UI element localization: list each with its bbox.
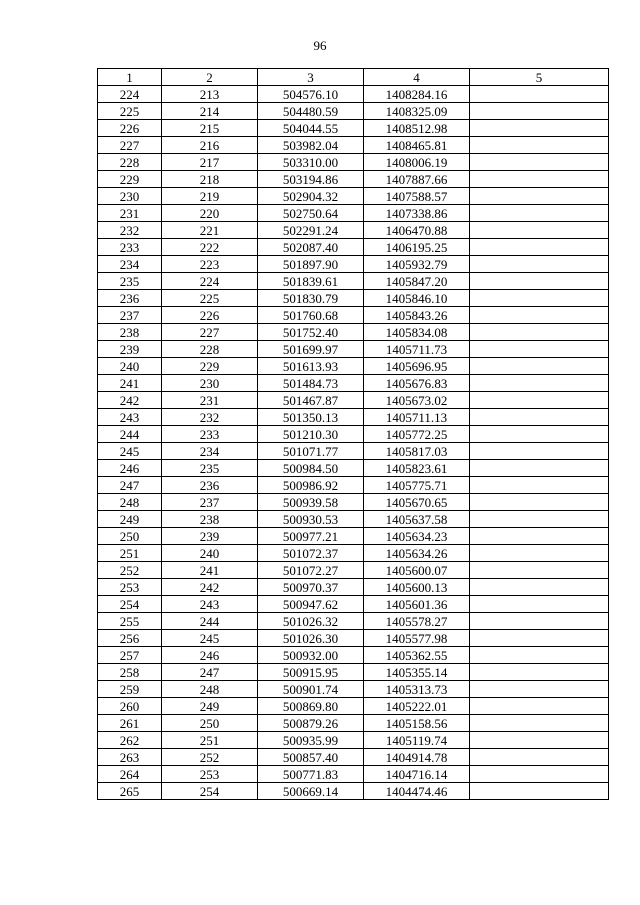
- table-cell: 232: [98, 222, 162, 239]
- table-cell: 235: [98, 273, 162, 290]
- table-row: [98, 205, 609, 222]
- table-cell: 1405634.26: [364, 545, 470, 562]
- table-cell: [470, 511, 609, 528]
- table-cell: 501613.93: [258, 358, 364, 375]
- table-cell: 1405932.79: [364, 256, 470, 273]
- table-cell: [470, 579, 609, 596]
- table-cell: 249: [98, 511, 162, 528]
- table-cell: 1405846.10: [364, 290, 470, 307]
- table-cell: 223: [162, 256, 258, 273]
- table-row: [98, 358, 609, 375]
- table-body: [98, 86, 609, 800]
- table-cell: 1405711.13: [364, 409, 470, 426]
- table-cell: 256: [98, 630, 162, 647]
- table-row: [98, 222, 609, 239]
- table-cell: 239: [98, 341, 162, 358]
- table-cell: 503982.04: [258, 137, 364, 154]
- table-cell: 1405601.36: [364, 596, 470, 613]
- table-cell: 258: [98, 664, 162, 681]
- table-cell: 1405158.56: [364, 715, 470, 732]
- table-cell: 229: [162, 358, 258, 375]
- table-row: [98, 647, 609, 664]
- table-cell: 247: [98, 477, 162, 494]
- table-cell: 501210.30: [258, 426, 364, 443]
- table-cell: 501484.73: [258, 375, 364, 392]
- table-cell: 501760.68: [258, 307, 364, 324]
- table-cell: 502291.24: [258, 222, 364, 239]
- table-cell: [470, 783, 609, 800]
- table-cell: 1405834.08: [364, 324, 470, 341]
- table-cell: 1408284.16: [364, 86, 470, 103]
- table-cell: 1407588.57: [364, 188, 470, 205]
- table-cell: [470, 460, 609, 477]
- table-cell: [470, 188, 609, 205]
- table-cell: 240: [98, 358, 162, 375]
- table-cell: 1405676.83: [364, 375, 470, 392]
- table-cell: 1405670.65: [364, 494, 470, 511]
- page-number: 96: [313, 38, 327, 53]
- table-cell: 501026.30: [258, 630, 364, 647]
- table-cell: 1405637.58: [364, 511, 470, 528]
- table-cell: 245: [98, 443, 162, 460]
- table-row: [98, 562, 609, 579]
- table-cell: 230: [162, 375, 258, 392]
- table-row: [98, 698, 609, 715]
- table-row: [98, 120, 609, 137]
- table-cell: [470, 409, 609, 426]
- table-cell: 1408512.98: [364, 120, 470, 137]
- table-cell: 235: [162, 460, 258, 477]
- table-cell: [470, 494, 609, 511]
- table-cell: 251: [162, 732, 258, 749]
- table-row: [98, 86, 609, 103]
- table-cell: 1405577.98: [364, 630, 470, 647]
- table-cell: 501839.61: [258, 273, 364, 290]
- table-cell: [470, 307, 609, 324]
- table-cell: 500869.80: [258, 698, 364, 715]
- table-cell: 1405817.03: [364, 443, 470, 460]
- table-cell: 246: [162, 647, 258, 664]
- table-cell: [470, 647, 609, 664]
- table-cell: 241: [162, 562, 258, 579]
- table-cell: 1408006.19: [364, 154, 470, 171]
- table-cell: [470, 120, 609, 137]
- table-cell: 1406195.25: [364, 239, 470, 256]
- table-cell: 504480.59: [258, 103, 364, 120]
- table-cell: 501467.87: [258, 392, 364, 409]
- table-cell: 500879.26: [258, 715, 364, 732]
- table-row: [98, 324, 609, 341]
- table-cell: 500932.00: [258, 647, 364, 664]
- table-cell: 500977.21: [258, 528, 364, 545]
- table-cell: 1405847.20: [364, 273, 470, 290]
- table-cell: 1405634.23: [364, 528, 470, 545]
- table-cell: 233: [162, 426, 258, 443]
- table-cell: 263: [98, 749, 162, 766]
- column-header-4: 4: [364, 69, 470, 86]
- table-cell: 501072.27: [258, 562, 364, 579]
- table-row: [98, 613, 609, 630]
- table-row: [98, 460, 609, 477]
- table-cell: 241: [98, 375, 162, 392]
- table-cell: 214: [162, 103, 258, 120]
- table-row: [98, 171, 609, 188]
- table-row: [98, 341, 609, 358]
- table-cell: 500986.92: [258, 477, 364, 494]
- table-cell: 1405600.07: [364, 562, 470, 579]
- table-cell: 501752.40: [258, 324, 364, 341]
- table-cell: 501026.32: [258, 613, 364, 630]
- table-cell: [470, 732, 609, 749]
- table-cell: 224: [98, 86, 162, 103]
- table-row: [98, 307, 609, 324]
- table-cell: 225: [98, 103, 162, 120]
- table-cell: 254: [98, 596, 162, 613]
- column-header-5: 5: [470, 69, 609, 86]
- table-cell: 501897.90: [258, 256, 364, 273]
- table-cell: 234: [162, 443, 258, 460]
- table-cell: 244: [98, 426, 162, 443]
- table-cell: [470, 137, 609, 154]
- table-cell: 502750.64: [258, 205, 364, 222]
- column-header-1: 1: [98, 69, 162, 86]
- table-cell: [470, 256, 609, 273]
- table-cell: [470, 766, 609, 783]
- table-cell: 216: [162, 137, 258, 154]
- table-cell: 221: [162, 222, 258, 239]
- table-cell: [470, 596, 609, 613]
- table-cell: [470, 528, 609, 545]
- table-cell: 245: [162, 630, 258, 647]
- table-row: [98, 681, 609, 698]
- table-cell: 1405222.01: [364, 698, 470, 715]
- table-cell: 1405772.25: [364, 426, 470, 443]
- table-cell: [470, 613, 609, 630]
- table-cell: [470, 477, 609, 494]
- table-cell: 250: [162, 715, 258, 732]
- table-cell: [470, 324, 609, 341]
- table-row: [98, 715, 609, 732]
- table-cell: 1407887.66: [364, 171, 470, 188]
- table-cell: 1405313.73: [364, 681, 470, 698]
- table-cell: 261: [98, 715, 162, 732]
- table-row: [98, 375, 609, 392]
- table-cell: 231: [98, 205, 162, 222]
- table-row: [98, 783, 609, 800]
- column-header-3: 3: [258, 69, 364, 86]
- table-cell: 213: [162, 86, 258, 103]
- table-cell: [470, 341, 609, 358]
- table-cell: [470, 664, 609, 681]
- table-cell: 262: [98, 732, 162, 749]
- table-cell: 246: [98, 460, 162, 477]
- table-cell: 253: [162, 766, 258, 783]
- table-cell: 260: [98, 698, 162, 715]
- table-cell: 1404474.46: [364, 783, 470, 800]
- table-cell: 500939.58: [258, 494, 364, 511]
- table-cell: [470, 103, 609, 120]
- table-cell: 253: [98, 579, 162, 596]
- table-cell: 1407338.86: [364, 205, 470, 222]
- table-cell: 229: [98, 171, 162, 188]
- table-cell: 242: [98, 392, 162, 409]
- table-cell: 1405823.61: [364, 460, 470, 477]
- table-cell: 1405578.27: [364, 613, 470, 630]
- table-cell: 264: [98, 766, 162, 783]
- table-cell: 500771.83: [258, 766, 364, 783]
- table-cell: 500970.37: [258, 579, 364, 596]
- table-cell: [470, 715, 609, 732]
- table-cell: 237: [98, 307, 162, 324]
- table-header-row: [98, 69, 609, 86]
- table-row: [98, 256, 609, 273]
- table-row: [98, 290, 609, 307]
- table-cell: 233: [98, 239, 162, 256]
- table-cell: 265: [98, 783, 162, 800]
- table-cell: [470, 392, 609, 409]
- table-row: [98, 273, 609, 290]
- table-cell: 502087.40: [258, 239, 364, 256]
- table-row: [98, 392, 609, 409]
- table-row: [98, 188, 609, 205]
- table-cell: [470, 545, 609, 562]
- table-row: [98, 409, 609, 426]
- table-cell: [470, 86, 609, 103]
- table-cell: 249: [162, 698, 258, 715]
- table-row: [98, 426, 609, 443]
- table-cell: 504044.55: [258, 120, 364, 137]
- table-cell: 501830.79: [258, 290, 364, 307]
- table-cell: 1406470.88: [364, 222, 470, 239]
- table-cell: 239: [162, 528, 258, 545]
- table-cell: 254: [162, 783, 258, 800]
- table-cell: [470, 749, 609, 766]
- table-cell: 500947.62: [258, 596, 364, 613]
- table-cell: 252: [98, 562, 162, 579]
- table-row: [98, 511, 609, 528]
- table-cell: 222: [162, 239, 258, 256]
- table-cell: 504576.10: [258, 86, 364, 103]
- table-cell: [470, 239, 609, 256]
- table-cell: 236: [98, 290, 162, 307]
- table-row: [98, 766, 609, 783]
- table-cell: 230: [98, 188, 162, 205]
- table-cell: 501699.97: [258, 341, 364, 358]
- table-cell: 226: [98, 120, 162, 137]
- table-cell: 1405775.71: [364, 477, 470, 494]
- table-row: [98, 103, 609, 120]
- table-cell: 231: [162, 392, 258, 409]
- table-row: [98, 664, 609, 681]
- table-cell: 1408465.81: [364, 137, 470, 154]
- table-cell: 500984.50: [258, 460, 364, 477]
- table-cell: 217: [162, 154, 258, 171]
- table-cell: 1405600.13: [364, 579, 470, 596]
- table-cell: 240: [162, 545, 258, 562]
- table-cell: 1405119.74: [364, 732, 470, 749]
- table-cell: 500901.74: [258, 681, 364, 698]
- table-cell: 236: [162, 477, 258, 494]
- table-cell: 238: [162, 511, 258, 528]
- table-cell: 238: [98, 324, 162, 341]
- table-cell: 219: [162, 188, 258, 205]
- table-row: [98, 528, 609, 545]
- table-row: [98, 154, 609, 171]
- table-cell: 228: [98, 154, 162, 171]
- table-cell: 225: [162, 290, 258, 307]
- table-cell: 220: [162, 205, 258, 222]
- table-cell: 252: [162, 749, 258, 766]
- table-row: [98, 749, 609, 766]
- table-cell: [470, 358, 609, 375]
- table-cell: 227: [98, 137, 162, 154]
- table-cell: 1405362.55: [364, 647, 470, 664]
- table-cell: 1405843.26: [364, 307, 470, 324]
- table-cell: [470, 681, 609, 698]
- table-cell: 1408325.09: [364, 103, 470, 120]
- table-cell: 1404716.14: [364, 766, 470, 783]
- table-row: [98, 137, 609, 154]
- table-row: [98, 596, 609, 613]
- table-row: [98, 630, 609, 647]
- table-cell: [470, 290, 609, 307]
- table-cell: 1405711.73: [364, 341, 470, 358]
- table-cell: [470, 630, 609, 647]
- table-cell: 501350.13: [258, 409, 364, 426]
- table-cell: 1404914.78: [364, 749, 470, 766]
- column-header-2: 2: [162, 69, 258, 86]
- table-cell: 503310.00: [258, 154, 364, 171]
- table-row: [98, 732, 609, 749]
- table-cell: 218: [162, 171, 258, 188]
- table-cell: 248: [98, 494, 162, 511]
- table-row: [98, 443, 609, 460]
- table-cell: 1405355.14: [364, 664, 470, 681]
- table-row: [98, 494, 609, 511]
- table-cell: 500935.99: [258, 732, 364, 749]
- table-cell: 237: [162, 494, 258, 511]
- table-row: [98, 239, 609, 256]
- table-cell: 502904.32: [258, 188, 364, 205]
- table-cell: 503194.86: [258, 171, 364, 188]
- table-cell: 259: [98, 681, 162, 698]
- coordinates-table: [97, 68, 609, 800]
- table-cell: 500930.53: [258, 511, 364, 528]
- table-cell: 243: [162, 596, 258, 613]
- table-cell: 257: [98, 647, 162, 664]
- table-cell: 251: [98, 545, 162, 562]
- table-cell: 1405673.02: [364, 392, 470, 409]
- table-cell: [470, 273, 609, 290]
- table-cell: 242: [162, 579, 258, 596]
- table-cell: 226: [162, 307, 258, 324]
- table-cell: [470, 171, 609, 188]
- table-cell: 500669.14: [258, 783, 364, 800]
- table-cell: 501072.37: [258, 545, 364, 562]
- table-cell: 501071.77: [258, 443, 364, 460]
- table-cell: 255: [98, 613, 162, 630]
- table-row: [98, 545, 609, 562]
- table-cell: 224: [162, 273, 258, 290]
- table-cell: [470, 426, 609, 443]
- table-cell: 500857.40: [258, 749, 364, 766]
- table-cell: 215: [162, 120, 258, 137]
- table-row: [98, 477, 609, 494]
- table-cell: 232: [162, 409, 258, 426]
- table-cell: [470, 222, 609, 239]
- table-row: [98, 579, 609, 596]
- table-cell: 244: [162, 613, 258, 630]
- table-cell: [470, 205, 609, 222]
- table-cell: 500915.95: [258, 664, 364, 681]
- table-cell: [470, 375, 609, 392]
- table-cell: [470, 154, 609, 171]
- table-cell: [470, 443, 609, 460]
- table-cell: 228: [162, 341, 258, 358]
- table-cell: 247: [162, 664, 258, 681]
- table-cell: 243: [98, 409, 162, 426]
- table-cell: [470, 698, 609, 715]
- table-cell: 1405696.95: [364, 358, 470, 375]
- table-cell: 234: [98, 256, 162, 273]
- table-cell: [470, 562, 609, 579]
- table-cell: 248: [162, 681, 258, 698]
- table-cell: 227: [162, 324, 258, 341]
- table-cell: 250: [98, 528, 162, 545]
